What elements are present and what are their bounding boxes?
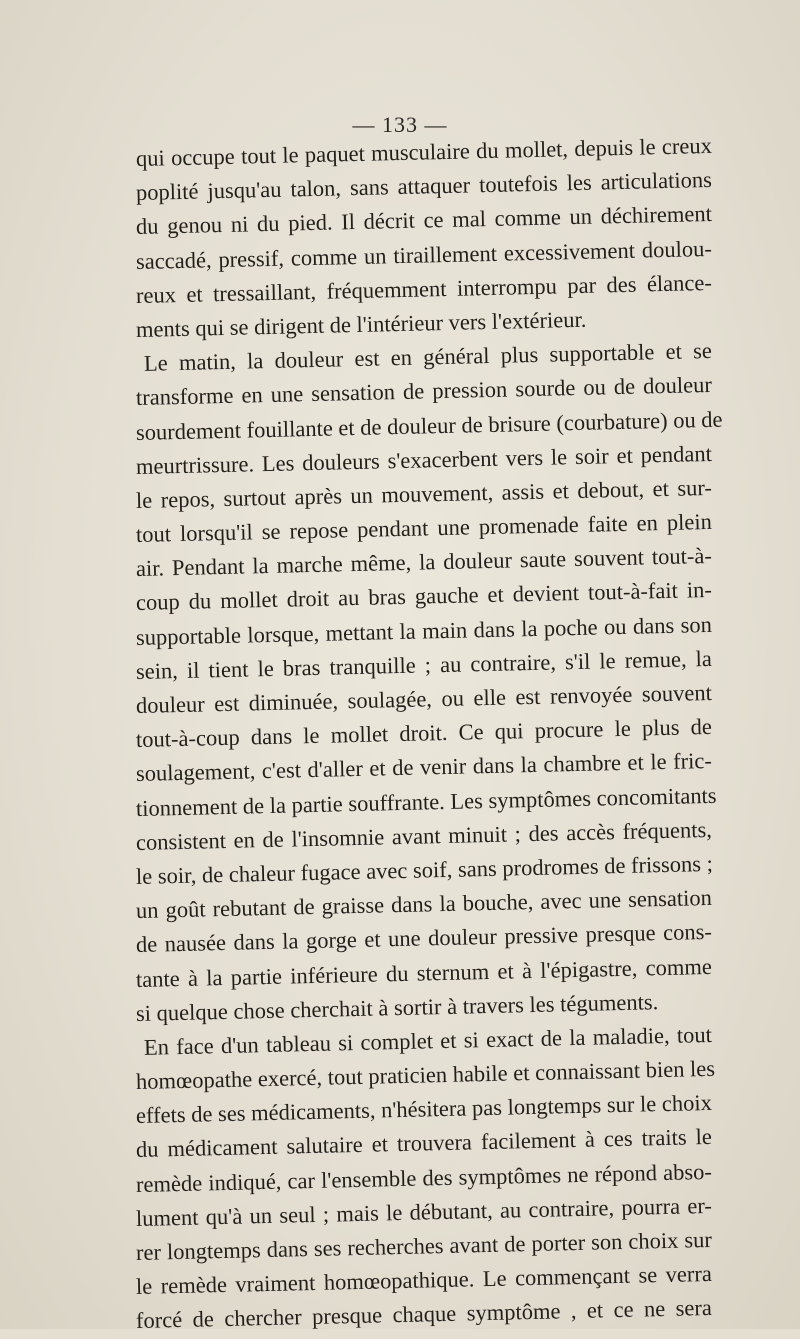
text-line: de nausée dans la gorge et une douleur pressive presque cons- [135, 919, 713, 958]
text-line: qui occupe tout le paquet musculaire du mollet, depuis le creux [135, 132, 713, 171]
text-line: forcé de chercher presque chaque symptôme , et ce ne sera [135, 1295, 713, 1334]
text-line: un goût rebutant de graisse dans la bouche, avec une sensation [135, 885, 713, 924]
text-line: douleur est diminuée, soulagée, ou elle est renvoyée souvent [135, 679, 713, 718]
text-line: le remède vraiment homœopathique. Le commençant se verra [135, 1261, 713, 1300]
text-line: tout lorsqu'il se repose pendant une promenade faite en plein [135, 508, 713, 548]
text-line: supportable lorsque, mettant la main dans la poche ou dans son [135, 611, 713, 650]
page-number: — 133 — [352, 112, 448, 137]
text-line: ments qui se dirigent de l'intérieur vers l'extérieur. [135, 306, 587, 342]
text-line: saccadé, pressif, comme un tiraillement excessivement doulou- [135, 235, 713, 274]
text-line: tante à la partie inférieure du sternum et à l'épigastre, comme [135, 953, 713, 992]
text-line: du médicament salutaire et trouvera facilement à ces traits le [135, 1124, 713, 1163]
text-line: lument qu'à un seul ; mais le débutant, au contraire, pourra er- [135, 1192, 713, 1231]
text-line: Le matin, la douleur est en général plus supportable et se [143, 338, 713, 376]
text-line: effets de ses médicaments, n'hésitera pas longtemps sur le choix [135, 1090, 713, 1129]
text-line: le soir, de chaleur fugace avec soif, sans prodromes de frissons ; [135, 850, 714, 889]
text-line: remède indiqué, car l'ensemble des symptômes ne répond abso- [135, 1158, 713, 1197]
text-line: poplité jusqu'au talon, sans attaquer toutefois les articulations [135, 167, 713, 206]
text-line: du genou ni du pied. Il décrit ce mal comme un déchirement [135, 201, 713, 240]
text-line: coup du mollet droit au bras gauche et devient tout-à-fait in- [135, 577, 713, 616]
text-line: homœopathe exercé, tout praticien habile et connaissant bien les [135, 1055, 716, 1095]
text-line: sourdement fouillante et de douleur de brisure (courbature) ou de [135, 406, 723, 445]
text-line: consistent en de l'insomnie avant minuit ; des accès fréquents, [135, 816, 713, 855]
text-line: le repos, surtout après un mouvement, assis et debout, et sur- [135, 474, 713, 513]
text-line: si quelque chose cherchait à sortir à travers les téguments. [135, 988, 659, 1026]
text-line: soulagement, c'est d'aller et de venir dans la chambre et le fric- [135, 748, 713, 787]
text-line: rer longtemps dans ses recherches avant de porter son choix sur [135, 1226, 713, 1265]
text-line: En face d'un tableau si complet et si exact de la maladie, tout [143, 1021, 713, 1060]
text-line: reux et tressaillant, fréquemment interrompu par des élance- [135, 269, 713, 308]
text-line: meurtrissure. Les douleurs s'exacerbent vers le soir et pendant [135, 440, 713, 479]
text-line: transforme en une sensation de pression sourde ou de douleur [135, 372, 713, 411]
body-text [135, 132, 723, 1339]
text-line: tout-à-coup dans le mollet droit. Ce qui procure le plus de [135, 714, 713, 753]
text-line: tionnement de la partie souffrante. Les symptômes concomitants [135, 782, 717, 821]
text-line: air. Pendant la marche même, la douleur saute souvent tout-à- [135, 543, 713, 582]
text-line: sein, il tient le bras tranquille ; au contraire, s'il le remue, la [135, 645, 713, 684]
